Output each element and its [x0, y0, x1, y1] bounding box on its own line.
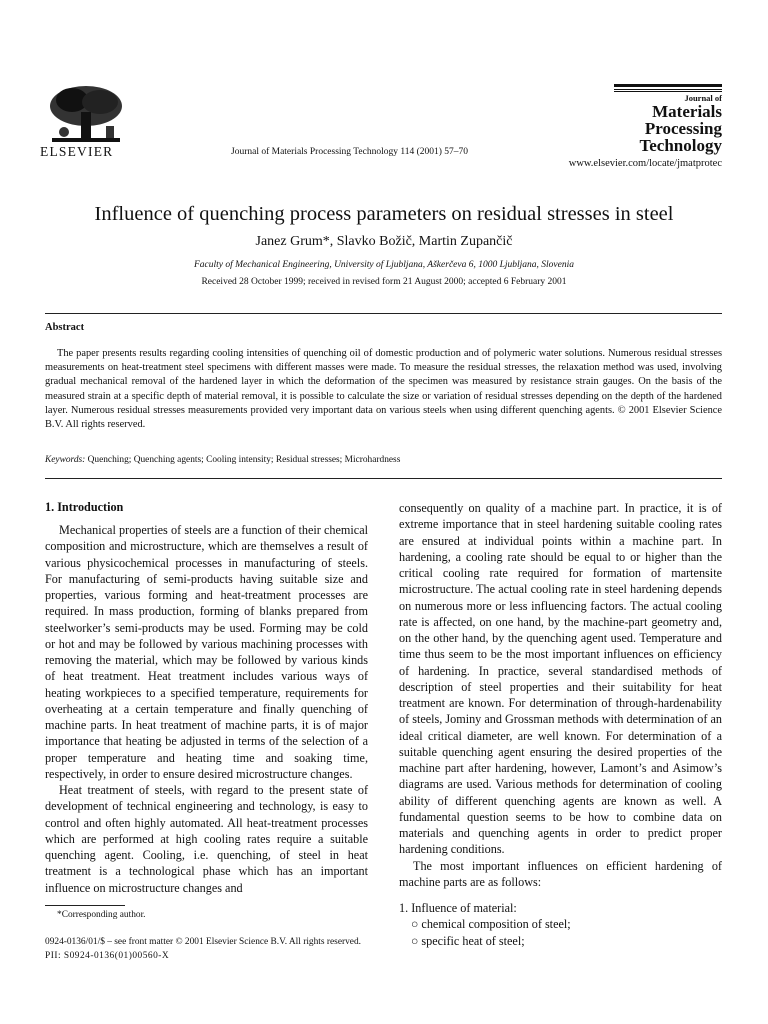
brand-rule [614, 91, 722, 92]
author-affiliation: Faculty of Mechanical Engineering, University of Ljubljana, Aškerčeva 6, 1000 Ljubljana, Slovenia [193, 260, 575, 270]
paragraph: Mechanical properties of steels are a function of their chemical composition and microstructure, which are themselves a result of various physicochemical processes in manufacturing of steels. For manufacturing of semi-products having suitable size and properties, various forming and heat-treatment processes are required. In mass production, forming of blanks prepared from steelworker’s semi-products may be used. Forming may be cold or hot and may be followed by various machining processes with removing the material, which may be followed by various kinds of heat treatment. Heat treatment includes various ways of heating workpieces to a specified temperature, requirements for overheating at a certain temperature and finally quenching of machine parts. In heat treatment of machine parts, it is of major importance that heating be adjusted in terms of the selection of a proper temperature and heating time and soaking time, respectively, in order to ensure desired microstructure changes. [45, 523, 368, 781]
divider [45, 478, 722, 479]
article-title: Influence of quenching process parameters on residual stresses in steel [94, 203, 674, 225]
paragraph: The most important influences on efficient hardening of machine parts are as follows: [399, 858, 722, 889]
right-column [399, 500, 722, 949]
abstract-heading: Abstract [45, 322, 85, 333]
section-heading-introduction: 1. Introduction [45, 500, 124, 514]
journal-name-line2: Processing [644, 119, 722, 138]
divider [45, 313, 722, 314]
footnote-rule [45, 905, 125, 906]
copyright-line: 0924-0136/01/$ – see front matter © 2001 Elsevier Science B.V. All rights reserved. [45, 937, 361, 947]
journal-of-label: Journal of [684, 93, 722, 103]
list-item: ○ specific heat of steel; [411, 933, 525, 948]
journal-brand [614, 84, 722, 154]
keywords [45, 455, 400, 465]
abstract-text: The paper presents results regarding cooling intensities of quenching oil of domestic production and of polymeric water solutions. Numerous residual stresses measurements on heat-treatment steel specimens with different masses were made. To measure the residual stresses, the relaxation method was used, involving gradual mechanical removal of the hardened layer in which the deformation of the specimen was measured by resistance strain gauges. On the basis of the measured strain at a specific depth of material removal, it is possible to calculate the size or variation of residual stresses depending on the depth of the hardened layer. Numerous residual stresses measurements provided very important data on various steels when using different quenching agents. © 2001 Elsevier Science B.V. All rights reserved. [45, 348, 722, 431]
journal-name-line1: Materials [652, 102, 722, 121]
paragraph: Heat treatment of steels, with regard to the present state of development of technical engineering and technology, is easy to control and often highly automated. All heat-treatment processes which are performed at high cooling rates require a suitable quenching agent. Cooling, i.e. quenching, of steel in heat treatment is a technological phase which has an important influence on microstructure changes and [45, 783, 368, 895]
elsevier-tree-icon [44, 82, 128, 146]
received-dates: Received 28 October 1999; received in revised form 21 August 2000; accepted 6 February 2001 [201, 277, 567, 287]
paragraph: consequently on quality of a machine part. In practice, it is of extreme importance that in steel hardening suitable cooling rates are ensured at individual points within a machine part. In hardening, a cooling rate should be equal to or higher than the critical cooling rate required for formation of martensite microstructure. The actual cooling rate in steel hardening depends on numerous more or less influencing factors. The actual cooling rate is affected, on one hand, by the machine-part geometry and, on the other hand, by the quenching agent used. Temperature and time thus seem to be the most important influences on efficiency of hardening. In practice, several standardised methods of description of steel properties and their suitability for heat treatment are known. For determination of through-hardenability of steels, Jominy and Grossman methods with determination of an ideal critical diameter, are well known. For determination of a suitable quenching agent ensuring the desired properties of the machine part after hardening, however, Lamont’s and Asimow’s diagrams are used. Various methods for determination of cooling ability of different quenching agents are known as well. A fundamental question seems to be how to combine data on materials and quenching agents in order to predict proper hardening conditions. [399, 501, 722, 857]
footnote: *Corresponding author. [57, 910, 146, 920]
journal-url[interactable]: www.elsevier.com/locate/jmatprotec [568, 158, 722, 169]
journal-citation: Journal of Materials Processing Technology 114 (2001) 57–70 [231, 147, 469, 157]
list-item: 1. Influence of material: [399, 901, 517, 915]
left-column [45, 522, 368, 896]
brand-rule [614, 89, 722, 90]
journal-name-line3: Technology [639, 136, 722, 155]
article-authors: Janez Grum*, Slavko Božič, Martin Zupančič [255, 234, 513, 249]
list-item: ○ chemical composition of steel; [411, 917, 571, 932]
keywords-list: Quenching; Quenching agents; Cooling intensity; Residual stresses; Microhardness [87, 455, 401, 465]
pii-line: PII: S0924-0136(01)00560-X [45, 951, 170, 961]
keywords-label: Keywords: [45, 455, 86, 465]
elsevier-logo [40, 82, 136, 160]
brand-rule [614, 84, 722, 87]
publisher-name: ELSEVIER [40, 144, 114, 159]
